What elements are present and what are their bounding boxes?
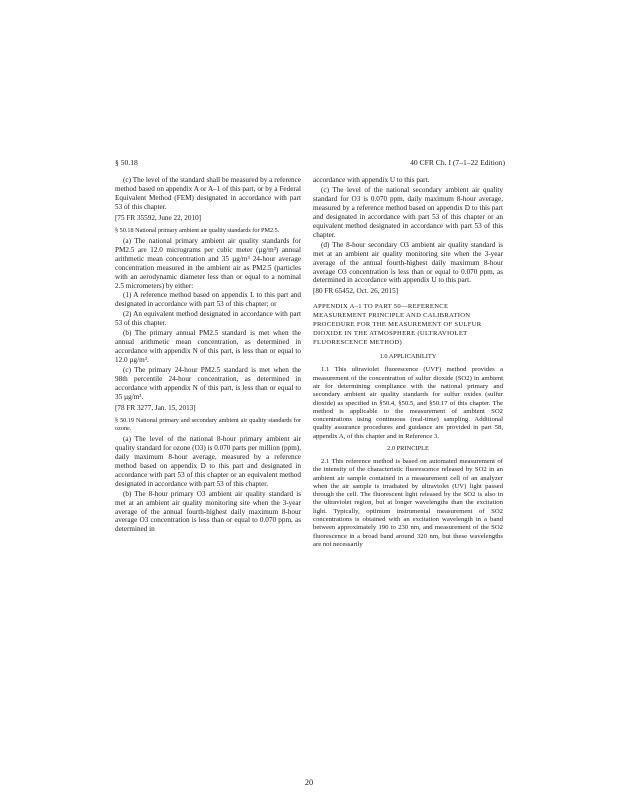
running-head-section: § 50.18 xyxy=(115,158,138,167)
right-column-paragraph: (c) The level of the national secondary ambient air quality standard for O3 is 0.070 ppm, daily maximum 8-hour average, measured by a reference method based on appendix D to this part and designated in accordance with part 53 of this chapter or an equivalent method designated in accordance with part 53 of this chapter. xyxy=(313,185,503,239)
left-column-paragraph: (b) The 8-hour primary O3 ambient air quality standard is met at an ambient air quality monitoring site when the 3-year average of the annual fourth-highest daily maximum 8-hour average O3 concentration is less than or equal to 0.070 ppm, as determined in xyxy=(115,489,301,534)
left-column-paragraph: (b) The primary annual PM2.5 standard is met when the annual arithmetic mean concentration, as determined in accordance with appendix N of this part, is less than or equal to 12.0 µg/m³. xyxy=(115,329,301,365)
left-column-paragraph: (1) A reference method based on appendix L to this part and designated in accordance with part 53 of this chapter; or xyxy=(115,291,301,309)
left-column-paragraph: (c) The level of the standard shall be measured by a reference method based on appendix A or A–1 of this part, or by a Federal Equivalent Method (FEM) designated in accordance with part 53 of this chapter. xyxy=(115,176,301,211)
left-column-paragraph: [78 FR 3277, Jan. 15, 2013] xyxy=(115,403,196,412)
left-column-paragraph: (2) An equivalent method designated in accordance with part 53 of this chapter. xyxy=(115,310,301,328)
right-column-paragraph: 2.0 PRINCIPLE xyxy=(387,445,429,453)
left-column-paragraph: § 50.19 National primary and secondary ambient air quality standards for ozone. xyxy=(115,416,301,432)
right-column-paragraph: (d) The 8-hour secondary O3 ambient air quality standard is met at an ambient air quality monitoring site when the 3-year average of the annual fourth-highest daily maximum 8-hour average O3 concentration is less than or equal to 0.070 ppm, as determined in accordance with appendix U to this part. xyxy=(313,240,503,285)
right-column-paragraph: [80 FR 65452, Oct. 26, 2015] xyxy=(313,287,399,296)
left-column-paragraph: (a) The national primary ambient air quality standards for PM2.5 are 12.0 micrograms per cubic meter (µg/m³) annual arithmetic mean concentration and 35 µg/m³ 24-hour average concentration measured in the ambient air as PM2.5 (particles with an aerodynamic diameter less than or equal to a nominal 2.5 micrometers) by either: xyxy=(115,236,301,290)
right-column-paragraph: 1.1 This ultraviolet fluorescence (UVF) method provides a measurement of the concentration of sulfur dioxide (SO2) in ambient air for determining compliance with the national primary and secondary ambient air quality standards for sulfur oxides (sulfur dioxide) as specified in §50.4, §50.5, and §50.17 of this chapter. The method is applicable to the measurement of ambient SO2 concentrations using continuous (real-time) sampling. Additional quality assurance procedures and guidance are provided in part 58, appendix A, of this chapter and in Reference 3. xyxy=(313,366,503,440)
right-column-paragraph: APPENDIX A–1 TO PART 50—REFERENCE MEASUREMENT PRINCIPLE AND CALIBRATION PROCEDURE FOR THE MEASUREMENT OF SULFUR DIOXIDE IN THE ATMOSPHERE (ULTRAVIOLET FLUORESCENCE METHOD) xyxy=(313,303,482,347)
right-column-paragraph: accordance with appendix U to this part. xyxy=(313,176,430,184)
left-column-paragraph: (c) The primary 24-hour PM2.5 standard is met when the 98th percentile 24-hour concentration, as determined in accordance with appendix N of this part, is less than or equal to 35 µg/m³. xyxy=(115,366,301,401)
running-head-title: 40 CFR Ch. I (7–1–22 Edition) xyxy=(410,158,505,167)
right-column-paragraph: 2.1 This reference method is based on automated measurement of the intensity of the characteristic fluorescence released by SO2 in an ambient air sample contained in a measurement cell of an analyzer when the air sample is irradiated by ultraviolet (UV) light passed through the cell. The fluorescent light released by the SO2 is also in the ultraviolet region, but at longer wavelengths than the excitation light. Typically, optimum instrumental measurement of SO2 concentrations is obtained with an excitation wavelength in a band between approximately 190 to 230 nm, and measurement of the SO2 fluorescence in a broad band around 320 nm, but these wavelengths are not necessarily xyxy=(313,457,503,548)
left-column-paragraph: § 50.18 National primary ambient air quality standards for PM2.5. xyxy=(115,226,280,234)
right-column-paragraph: 1.0 APPLICABILITY xyxy=(379,353,437,361)
left-column-paragraph: [75 FR 35592, June 22, 2010] xyxy=(115,213,202,222)
left-column-paragraph: (a) The level of the national 8-hour primary ambient air quality standard for ozone (O3) is 0.070 parts per million (ppm), daily maximum 8-hour average, measured by a reference method based on appendix D to this part and designated in accordance with part 53 of this chapter or an equivalent method designated in accordance with part 53 of this chapter. xyxy=(115,434,301,488)
page-number: 20 xyxy=(304,778,314,787)
right-text-column xyxy=(313,176,503,550)
left-text-column xyxy=(115,176,301,535)
